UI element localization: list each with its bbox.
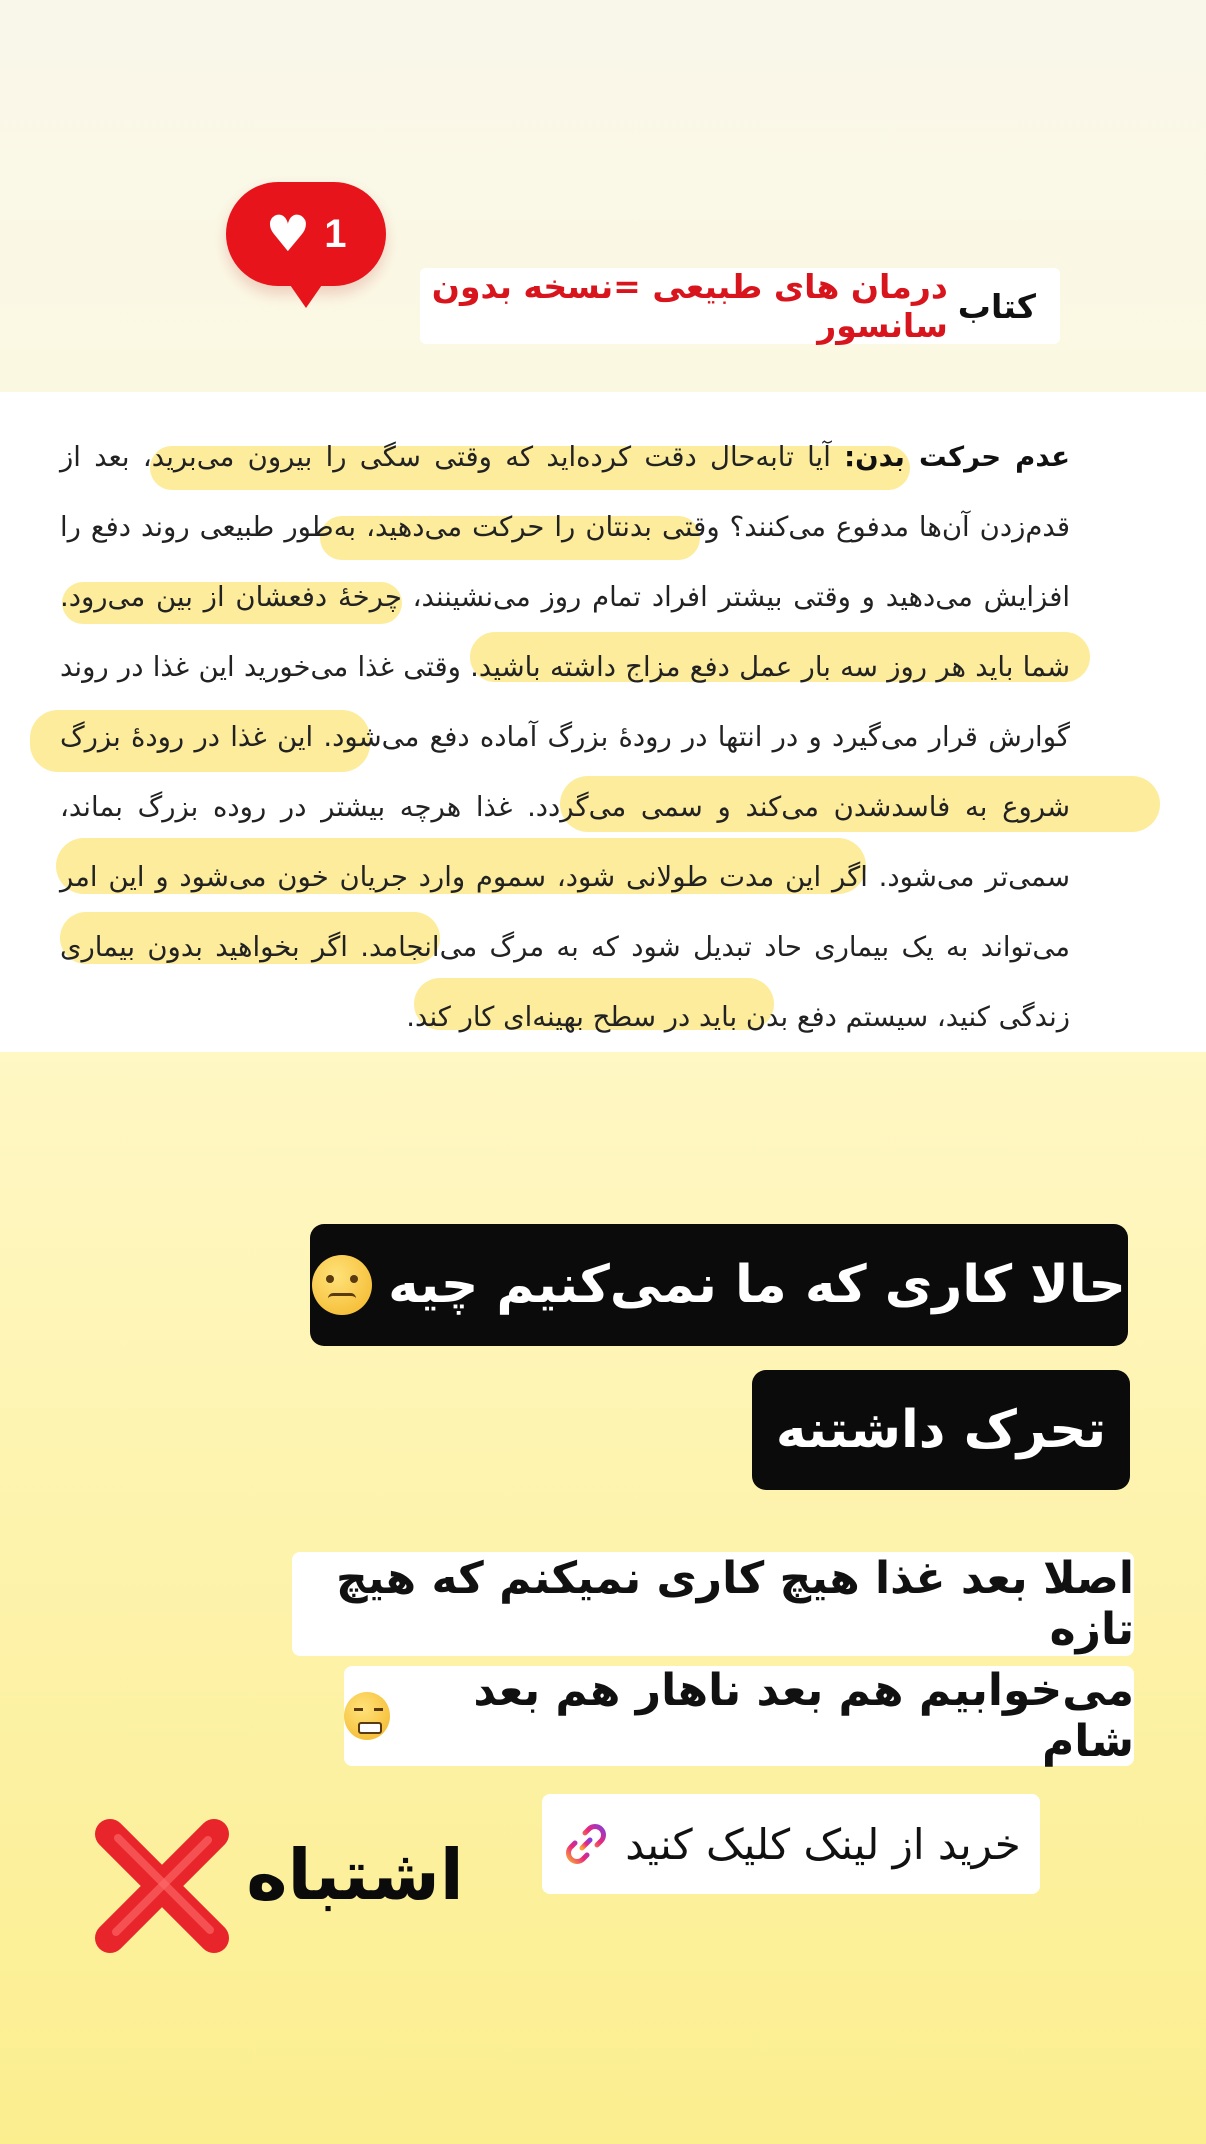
cross-mark-icon	[82, 1806, 242, 1966]
question-text: حالا کاری که ما نمی‌کنیم چیه	[388, 1255, 1126, 1315]
statement-text-line2: می‌خوابیم هم بعد ناهار هم بعد شام	[473, 1665, 1134, 1767]
heart-icon: ♥	[265, 205, 311, 263]
book-title-lead: کتاب	[957, 286, 1036, 326]
link-sticker-label: خرید از لینک کلیک کنید	[625, 1819, 1021, 1869]
answer-text: تحرک داشتنه	[775, 1400, 1107, 1460]
answer-card	[752, 1370, 1130, 1490]
excerpt-heading: عدم حرکت بدن:	[844, 441, 1071, 473]
excerpt-body: آیا تابه‌حال دقت کرده‌اید که وقتی سگی را بیرون می‌برید، بعد از قدم‌زدن آن‌ها مدفوع می‌کنند؟ وقتی بدنتان را حرکت می‌دهید، به‌طور طبیعی روند دفع را افزایش می‌دهید و وقتی بیشتر افراد تمام روز می‌نشینند، چرخهٔ دفعشان از بین می‌رود. شما باید هر روز سه بار عمل دفع مزاج داشته باشید. وقتی غذا می‌خورید این غذا در روند گوارش قرار می‌گیرد و در انتها در رودهٔ بزرگ آماده دفع می‌شود. این غذا در رودهٔ بزرگ شروع به فاسدشدن می‌کند و سمی می‌گردد. غذا هرچه بیشتر در روده بزرگ بماند، سمی‌تر می‌شود. اگر این مدت طولانی شود، سموم وارد جریان خون می‌شود و این امر می‌تواند به یک بیماری حاد تبدیل شود که به مرگ می‌انجامد. اگر بخواهید بدون بیماری زندگی کنید، سیستم دفع بدن باید در سطح بهینه‌ای کار کند.	[60, 441, 1070, 1033]
link-sticker[interactable]	[542, 1794, 1040, 1894]
link-icon	[561, 1819, 611, 1869]
book-title-card	[420, 268, 1060, 344]
wrong-label: اشتباه	[246, 1834, 464, 1916]
like-count: 1	[324, 211, 347, 256]
question-card	[310, 1224, 1128, 1346]
woozy-face-icon	[312, 1255, 372, 1315]
book-excerpt	[60, 422, 1070, 1052]
steam-face-icon	[344, 1692, 390, 1740]
book-title-highlight: درمان های طبیعی =نسخه بدون سانسور	[431, 267, 948, 345]
book-excerpt-page	[0, 392, 1206, 1052]
statement-text-line1: اصلا بعد غذا هیچ کاری نمیکنم که هیچ تازه	[336, 1553, 1134, 1655]
statement-card-line1	[292, 1552, 1134, 1656]
statement-card-line2	[344, 1666, 1134, 1766]
like-badge[interactable]	[226, 182, 386, 286]
